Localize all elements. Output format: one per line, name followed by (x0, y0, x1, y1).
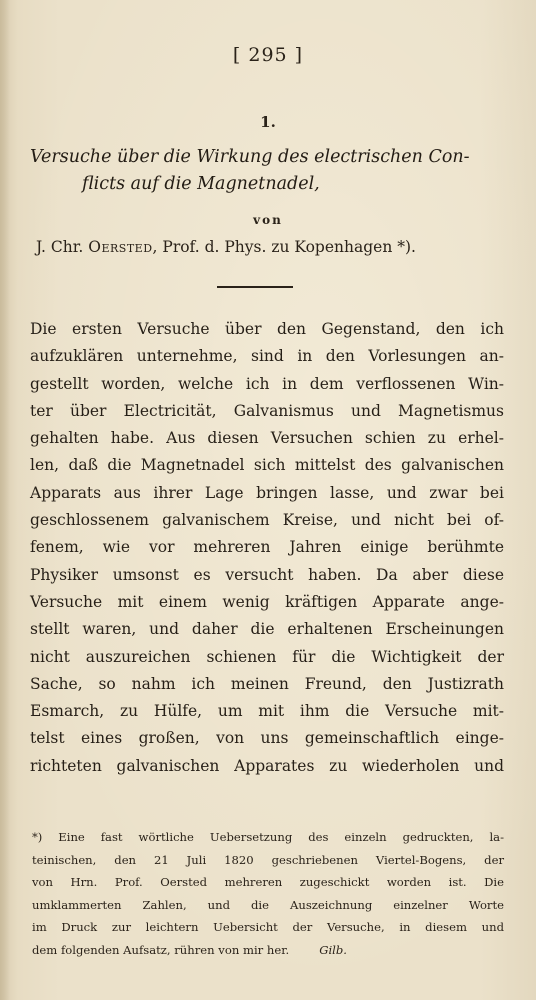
title-line-1: Versuche über die Wirkung des electrischen Con- (30, 147, 470, 167)
body-line: richteten galvanischen Apparates zu wiederholen und (30, 756, 504, 775)
body-line: Versuche mit einem wenig kräftigen Apparate ange- (30, 592, 504, 611)
byline-von: von (253, 213, 283, 227)
author-line (36, 238, 506, 256)
page-number-header: [ 295 ] (232, 44, 304, 66)
footnote-last-line (32, 939, 504, 962)
page-gutter-shadow (0, 0, 10, 1000)
title-line-2: flicts auf die Magnetnadel, (82, 174, 320, 194)
body-line: aufzuklären unternehme, sind in den Vorlesungen an- (30, 347, 504, 366)
footnote-line: von Hrn. Prof. Oersted mehreren zugeschickt worden ist. Die (32, 875, 504, 889)
footnote-signature: Gilb. (319, 942, 347, 957)
footnote-line-text: dem folgenden Aufsatz, rühren von mir her. (32, 942, 290, 957)
footnote (32, 826, 504, 961)
body-line: Die ersten Versuche über den Gegenstand, den ich (30, 320, 504, 338)
body-line: Apparats aus ihrer Lage bringen lasse, und zwar bei (30, 483, 504, 502)
footnote-line: im Druck zur leichtern Uebersicht der Versuche, in diesem und (32, 920, 504, 934)
body-line: len, daß die Magnetnadel sich mittelst des galvanischen (30, 456, 504, 475)
body-line: Physiker umsonst es versucht haben. Da aber diese (30, 565, 504, 584)
body-line: stellt waren, und daher die erhaltenen Erscheinungen (30, 620, 504, 639)
body-line: Esmarch, zu Hülfe, um mit ihm die Versuche mit- (30, 702, 504, 721)
body-line: nicht auszureichen schienen für die Wichtigkeit der (30, 647, 504, 666)
body-line: telst eines großen, von uns gemeinschaftlich einge- (30, 729, 504, 748)
footnote-line: *) Eine fast wörtliche Uebersetzung des einzeln gedruckten, la- (32, 830, 504, 844)
footnote-line: teinischen, den 21 Juli 1820 geschriebenen Viertel-Bogens, der (32, 852, 504, 867)
title-divider-rule (217, 286, 293, 288)
body-line: gehalten habe. Aus diesen Versuchen schien zu erhel- (30, 429, 504, 448)
footnote-line: umklammerten Zahlen, und die Auszeichnung einzelner Worte (32, 897, 504, 912)
body-line: Sache, so nahm ich meinen Freund, den Justizrath (30, 674, 504, 693)
author-surname: Oersted (88, 238, 153, 256)
body-text (30, 316, 504, 780)
body-line: fenem, wie vor mehreren Jahren einige berühmte (30, 538, 504, 557)
article-title (30, 144, 510, 198)
author-suffix: , Prof. d. Phys. zu Kopenhagen *). (152, 238, 416, 256)
body-line: ter über Electricität, Galvanismus und Magnetismus (30, 401, 504, 420)
body-line: gestellt worden, welche ich in dem verflossenen Win- (30, 374, 504, 393)
body-line: geschlossenem galvanischem Kreise, und nicht bei of- (30, 511, 504, 530)
section-number: 1. (260, 113, 276, 131)
author-prefix: J. Chr. (36, 238, 84, 256)
